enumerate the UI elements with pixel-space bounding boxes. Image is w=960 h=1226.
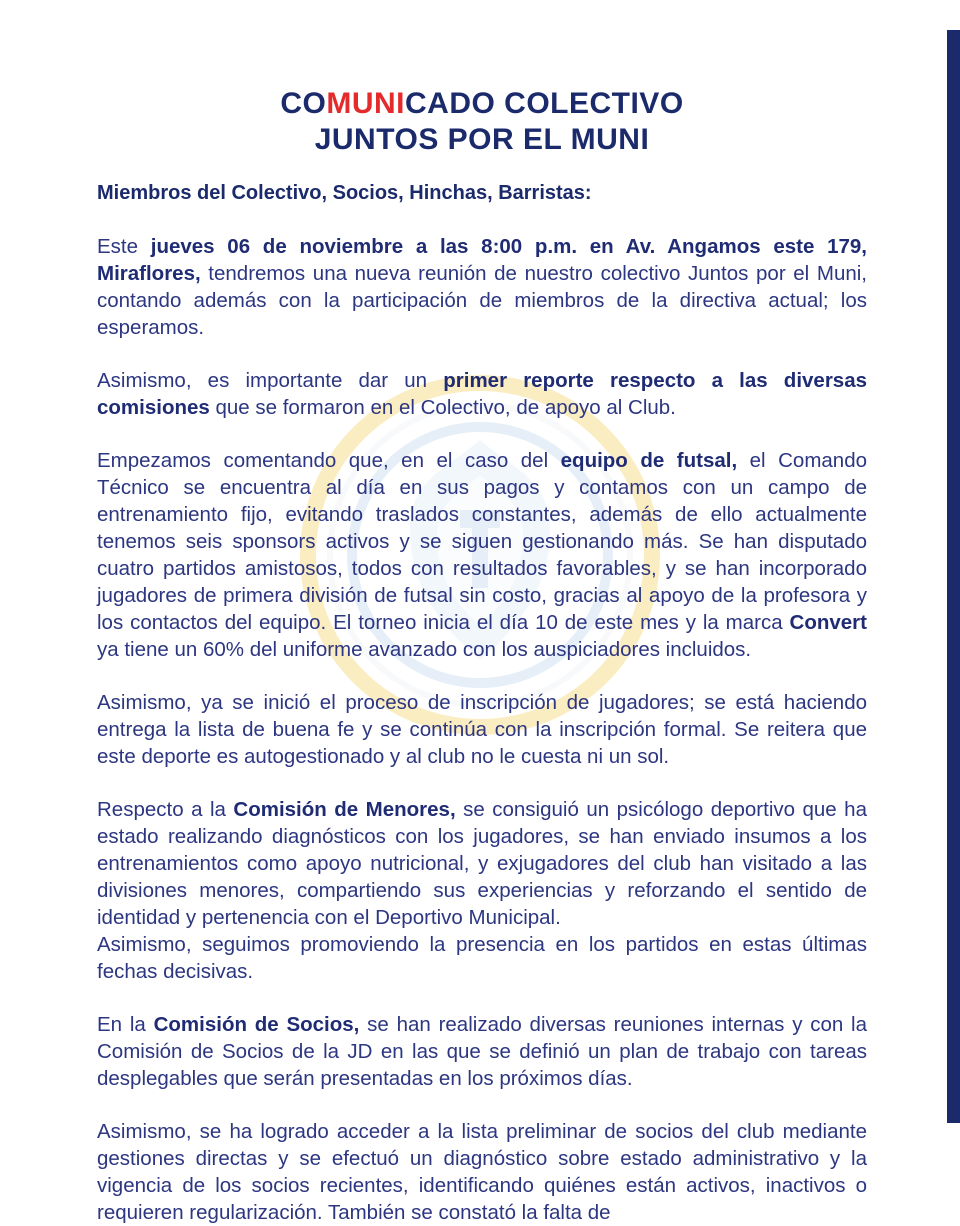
text-run: se han realizado diversas reuniones internas y con la Comisión de Socios de la JD en las que se definió un plan de trabajo con tareas desplegables que serán presentadas en los próximos días. [97,1013,868,1090]
text-run: Empezamos comentando que, en el caso del [97,449,561,472]
bold-text-run: primer reporte respecto a las diversas comisiones [97,369,868,419]
text-run: Asimismo, ya se inició el proceso de inscripción de jugadores; se está haciendo entrega la lista de buena fe y se continúa con la inscripción formal. Se reitera que este deporte es autogestionado y al club no le cuesta ni un sol. [97,691,867,768]
text-run: que se formaron en el Colectivo, de apoyo al Club. [209,396,676,419]
text-run: Asimismo, seguimos promoviendo la presencia en los partidos en estas últimas fechas decisivas. [97,933,867,983]
text-run: se consiguió un psicólogo deportivo que ha estado realizando diagnósticos con los jugadores, se han enviado insumos a los entrenamientos como apoyo nutricional, y exjugadores del club han visitado a las divisiones menores, compartiendo sus experiencias y reforzando el sentido de identidad y pertenencia con el Deportivo Municipal. [97,798,867,929]
text-run: Respecto a la [97,798,234,821]
text-run: el Comando Técnico se encuentra al día en sus pagos y contamos con un campo de entrenamiento fijo, evitando traslados constantes, además de ello actualmente tenemos seis sponsors activos y se siguen gestionando más. Se han disputado cuatro partidos amistosos, todos con resultados favorables, y se han incorporado jugadores de primera división de futsal sin costo, gracias al apoyo de la profesora y los contactos del equipo. El torneo inicia el día 10 de este mes y la marca [97,449,867,634]
bold-text-run: Convert [789,611,867,634]
text-run: Este [97,235,151,258]
text-run: ya tiene un 60% del uniforme avanzado con los auspiciadores incluidos. [97,638,752,661]
document-body [97,233,867,1226]
right-edge-bar [947,30,960,1123]
text-run: Asimismo, es importante dar un [97,369,444,392]
document-content [97,86,867,1226]
title-run: CO [280,87,327,120]
text-run: En la [97,1013,154,1036]
bold-text-run: Comisión de Socios, [153,1013,360,1036]
paragraph [97,233,867,341]
paragraph [97,1118,867,1226]
bold-text-run: equipo de futsal, [560,449,738,472]
bold-text-run: Comisión de Menores, [233,798,456,821]
title-line-2: JUNTOS POR EL MUNI [314,123,650,156]
paragraph [97,1011,867,1092]
paragraph [97,689,867,770]
paragraph [97,931,867,985]
document-title [97,86,867,158]
title-run: MUNI [326,87,405,120]
paragraph [97,447,867,663]
title-line-1 [97,86,867,122]
paragraph [97,367,867,421]
paragraph [97,796,867,931]
text-run: Asimismo, se ha logrado acceder a la lista preliminar de socios del club mediante gestiones directas y se efectuó un diagnóstico sobre estado administrativo y la vigencia de los socios recientes, identificando quiénes están activos, inactivos o requieren regularización. También se constató la falta de [97,1120,867,1224]
salutation: Miembros del Colectivo, Socios, Hinchas, Barristas: [97,182,592,204]
text-run: tendremos una nueva reunión de nuestro colectivo Juntos por el Muni, contando además con la participación de miembros de la directiva actual; los esperamos. [97,262,867,339]
title-run: CADO COLECTIVO [404,87,684,120]
bold-text-run: jueves 06 de noviembre a las 8:00 p.m. en Av. Angamos este 179, Miraflores, [97,235,867,285]
